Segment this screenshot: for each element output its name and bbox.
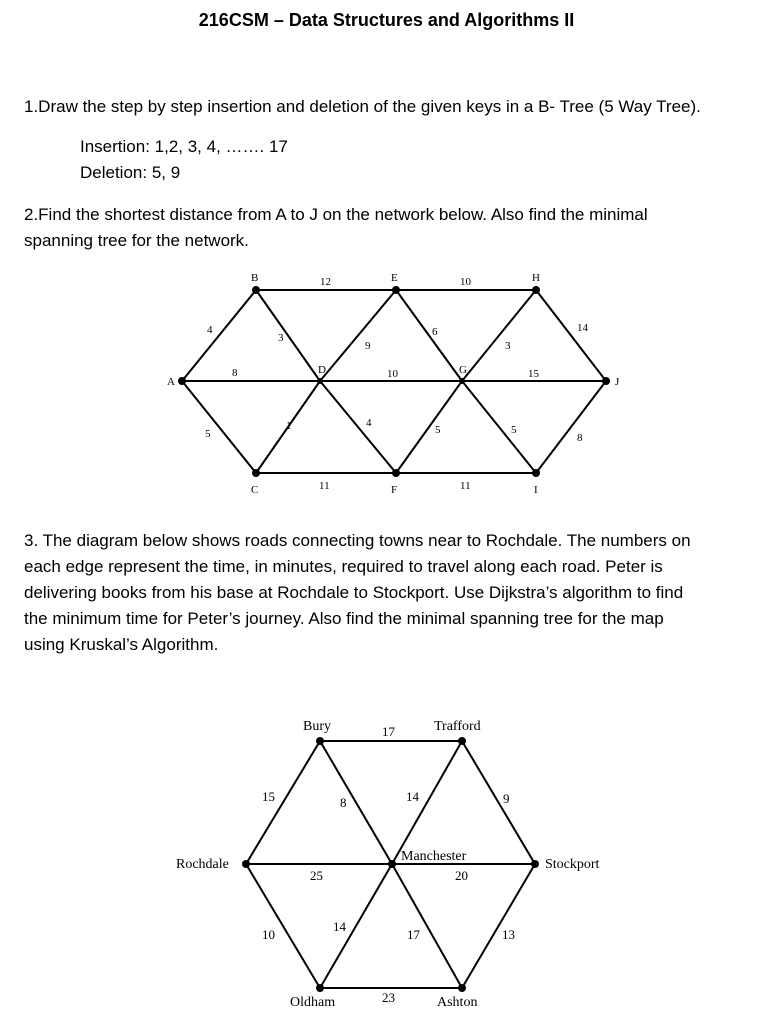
time-manchester-ashton: 17 bbox=[407, 927, 420, 942]
question-3-line-1: 3. The diagram below shows roads connecting towns near to Rochdale. The numbers on bbox=[24, 531, 691, 550]
road-manchester-ashton bbox=[392, 864, 462, 988]
weight-H-J: 14 bbox=[577, 322, 588, 334]
node-label-E: E bbox=[391, 272, 398, 284]
town-label-trafford: Trafford bbox=[434, 719, 481, 734]
question-2-line-1: 2.Find the shortest distance from A to J on the network below. Also find the minimal bbox=[24, 205, 648, 224]
node-J bbox=[602, 377, 610, 385]
question-1-deletion: Deletion: 5, 9 bbox=[80, 163, 181, 182]
road-manchester-oldham bbox=[320, 864, 392, 988]
town-label-rochdale: Rochdale bbox=[176, 857, 229, 872]
question-3-line-4: the minimum time for Peter’s journey. Also find the minimal spanning tree for the map bbox=[24, 609, 664, 628]
weight-D-E: 9 bbox=[365, 340, 371, 352]
town-bury bbox=[316, 737, 324, 745]
document-title: 216CSM – Data Structures and Algorithms II bbox=[198, 10, 575, 30]
weight-A-C: 5 bbox=[205, 428, 211, 440]
weight-I-J: 8 bbox=[577, 432, 583, 444]
town-label-stockport: Stockport bbox=[545, 857, 600, 872]
weight-G-H: 3 bbox=[505, 340, 511, 352]
time-stockport-ashton: 13 bbox=[502, 927, 515, 942]
node-label-J: J bbox=[615, 376, 620, 388]
town-label-ashton: Ashton bbox=[437, 995, 478, 1010]
town-oldham bbox=[316, 984, 324, 992]
node-label-C: C bbox=[251, 484, 259, 496]
node-G bbox=[459, 378, 465, 384]
node-label-F: F bbox=[391, 484, 398, 496]
node-B bbox=[252, 286, 260, 294]
edge-D-E bbox=[320, 290, 396, 381]
edge-G-H bbox=[462, 290, 536, 381]
edge-A-C bbox=[182, 381, 256, 473]
road-rochdale-bury bbox=[246, 741, 320, 864]
weight-D-F: 4 bbox=[366, 417, 372, 429]
time-rochdale-manchester: 25 bbox=[310, 868, 323, 883]
edge-B-D bbox=[256, 290, 320, 381]
weight-E-H: 10 bbox=[460, 276, 471, 288]
weight-B-E: 12 bbox=[320, 276, 331, 288]
network-graph-1 bbox=[0, 265, 773, 505]
time-manchester-stockport: 20 bbox=[455, 868, 468, 883]
edge-F-G bbox=[396, 381, 462, 473]
town-label-manchester: Manchester bbox=[401, 849, 467, 864]
weight-F-G: 5 bbox=[435, 424, 441, 436]
town-label-bury: Bury bbox=[303, 719, 331, 734]
weight-A-B: 4 bbox=[207, 324, 213, 336]
edge-D-F bbox=[320, 381, 396, 473]
time-rochdale-oldham: 10 bbox=[262, 927, 275, 942]
time-trafford-manchester: 14 bbox=[406, 789, 419, 804]
town-stockport bbox=[531, 860, 539, 868]
question-3-line-2: each edge represent the time, in minutes, required to travel along each road. Peter is bbox=[24, 557, 663, 576]
node-label-A: A bbox=[167, 376, 175, 388]
question-2-text bbox=[24, 202, 754, 254]
town-ashton bbox=[458, 984, 466, 992]
node-label-B: B bbox=[251, 272, 259, 284]
edge-A-B bbox=[182, 290, 256, 381]
road-network-graph bbox=[0, 700, 773, 1020]
town-rochdale bbox=[242, 860, 250, 868]
time-bury-manchester: 8 bbox=[340, 795, 347, 810]
road-trafford-stockport bbox=[462, 741, 535, 864]
question-3-line-3: delivering books from his base at Rochdale to Stockport. Use Dijkstra’s algorithm to find bbox=[24, 583, 684, 602]
weight-C-D: 1 bbox=[286, 420, 292, 432]
weight-C-F: 11 bbox=[319, 480, 330, 492]
time-oldham-ashton: 23 bbox=[382, 990, 395, 1005]
time-bury-trafford: 17 bbox=[382, 724, 395, 739]
question-1-insertion: Insertion: 1,2, 3, 4, ……. 17 bbox=[80, 137, 288, 156]
node-label-D: D bbox=[318, 364, 326, 376]
node-F bbox=[392, 469, 400, 477]
node-A bbox=[178, 377, 186, 385]
time-trafford-stockport: 9 bbox=[503, 791, 510, 806]
weight-A-D: 8 bbox=[232, 367, 238, 379]
node-label-G: G bbox=[459, 364, 467, 376]
node-C bbox=[252, 469, 260, 477]
node-E bbox=[392, 286, 400, 294]
road-stockport-ashton bbox=[462, 864, 535, 988]
edge-I-J bbox=[536, 381, 606, 473]
node-label-I: I bbox=[534, 484, 538, 496]
town-manchester bbox=[388, 860, 396, 868]
question-3-line-5: using Kruskal’s Algorithm. bbox=[24, 635, 219, 654]
node-I bbox=[532, 469, 540, 477]
node-D bbox=[317, 378, 323, 384]
road-trafford-manchester bbox=[392, 741, 462, 864]
edge-E-G bbox=[396, 290, 462, 381]
node-label-H: H bbox=[532, 272, 540, 284]
edge-H-J bbox=[536, 290, 606, 381]
town-trafford bbox=[458, 737, 466, 745]
town-label-oldham: Oldham bbox=[290, 995, 336, 1010]
weight-E-G: 6 bbox=[432, 326, 438, 338]
weight-B-D: 3 bbox=[278, 332, 284, 344]
weight-G-I: 5 bbox=[511, 424, 517, 436]
question-2-line-2: spanning tree for the network. bbox=[24, 231, 249, 250]
question-3-text bbox=[24, 528, 754, 658]
weight-G-J: 15 bbox=[528, 368, 539, 380]
node-H bbox=[532, 286, 540, 294]
time-manchester-oldham: 14 bbox=[333, 919, 346, 934]
road-bury-manchester bbox=[320, 741, 392, 864]
road-rochdale-oldham bbox=[246, 864, 320, 988]
edge-G-I bbox=[462, 381, 536, 473]
time-rochdale-bury: 15 bbox=[262, 789, 275, 804]
question-1-text: 1.Draw the step by step insertion and deletion of the given keys in a B- Tree (5 Way Tree). bbox=[24, 97, 701, 116]
weight-F-I: 11 bbox=[460, 480, 471, 492]
weight-D-G: 10 bbox=[387, 368, 398, 380]
